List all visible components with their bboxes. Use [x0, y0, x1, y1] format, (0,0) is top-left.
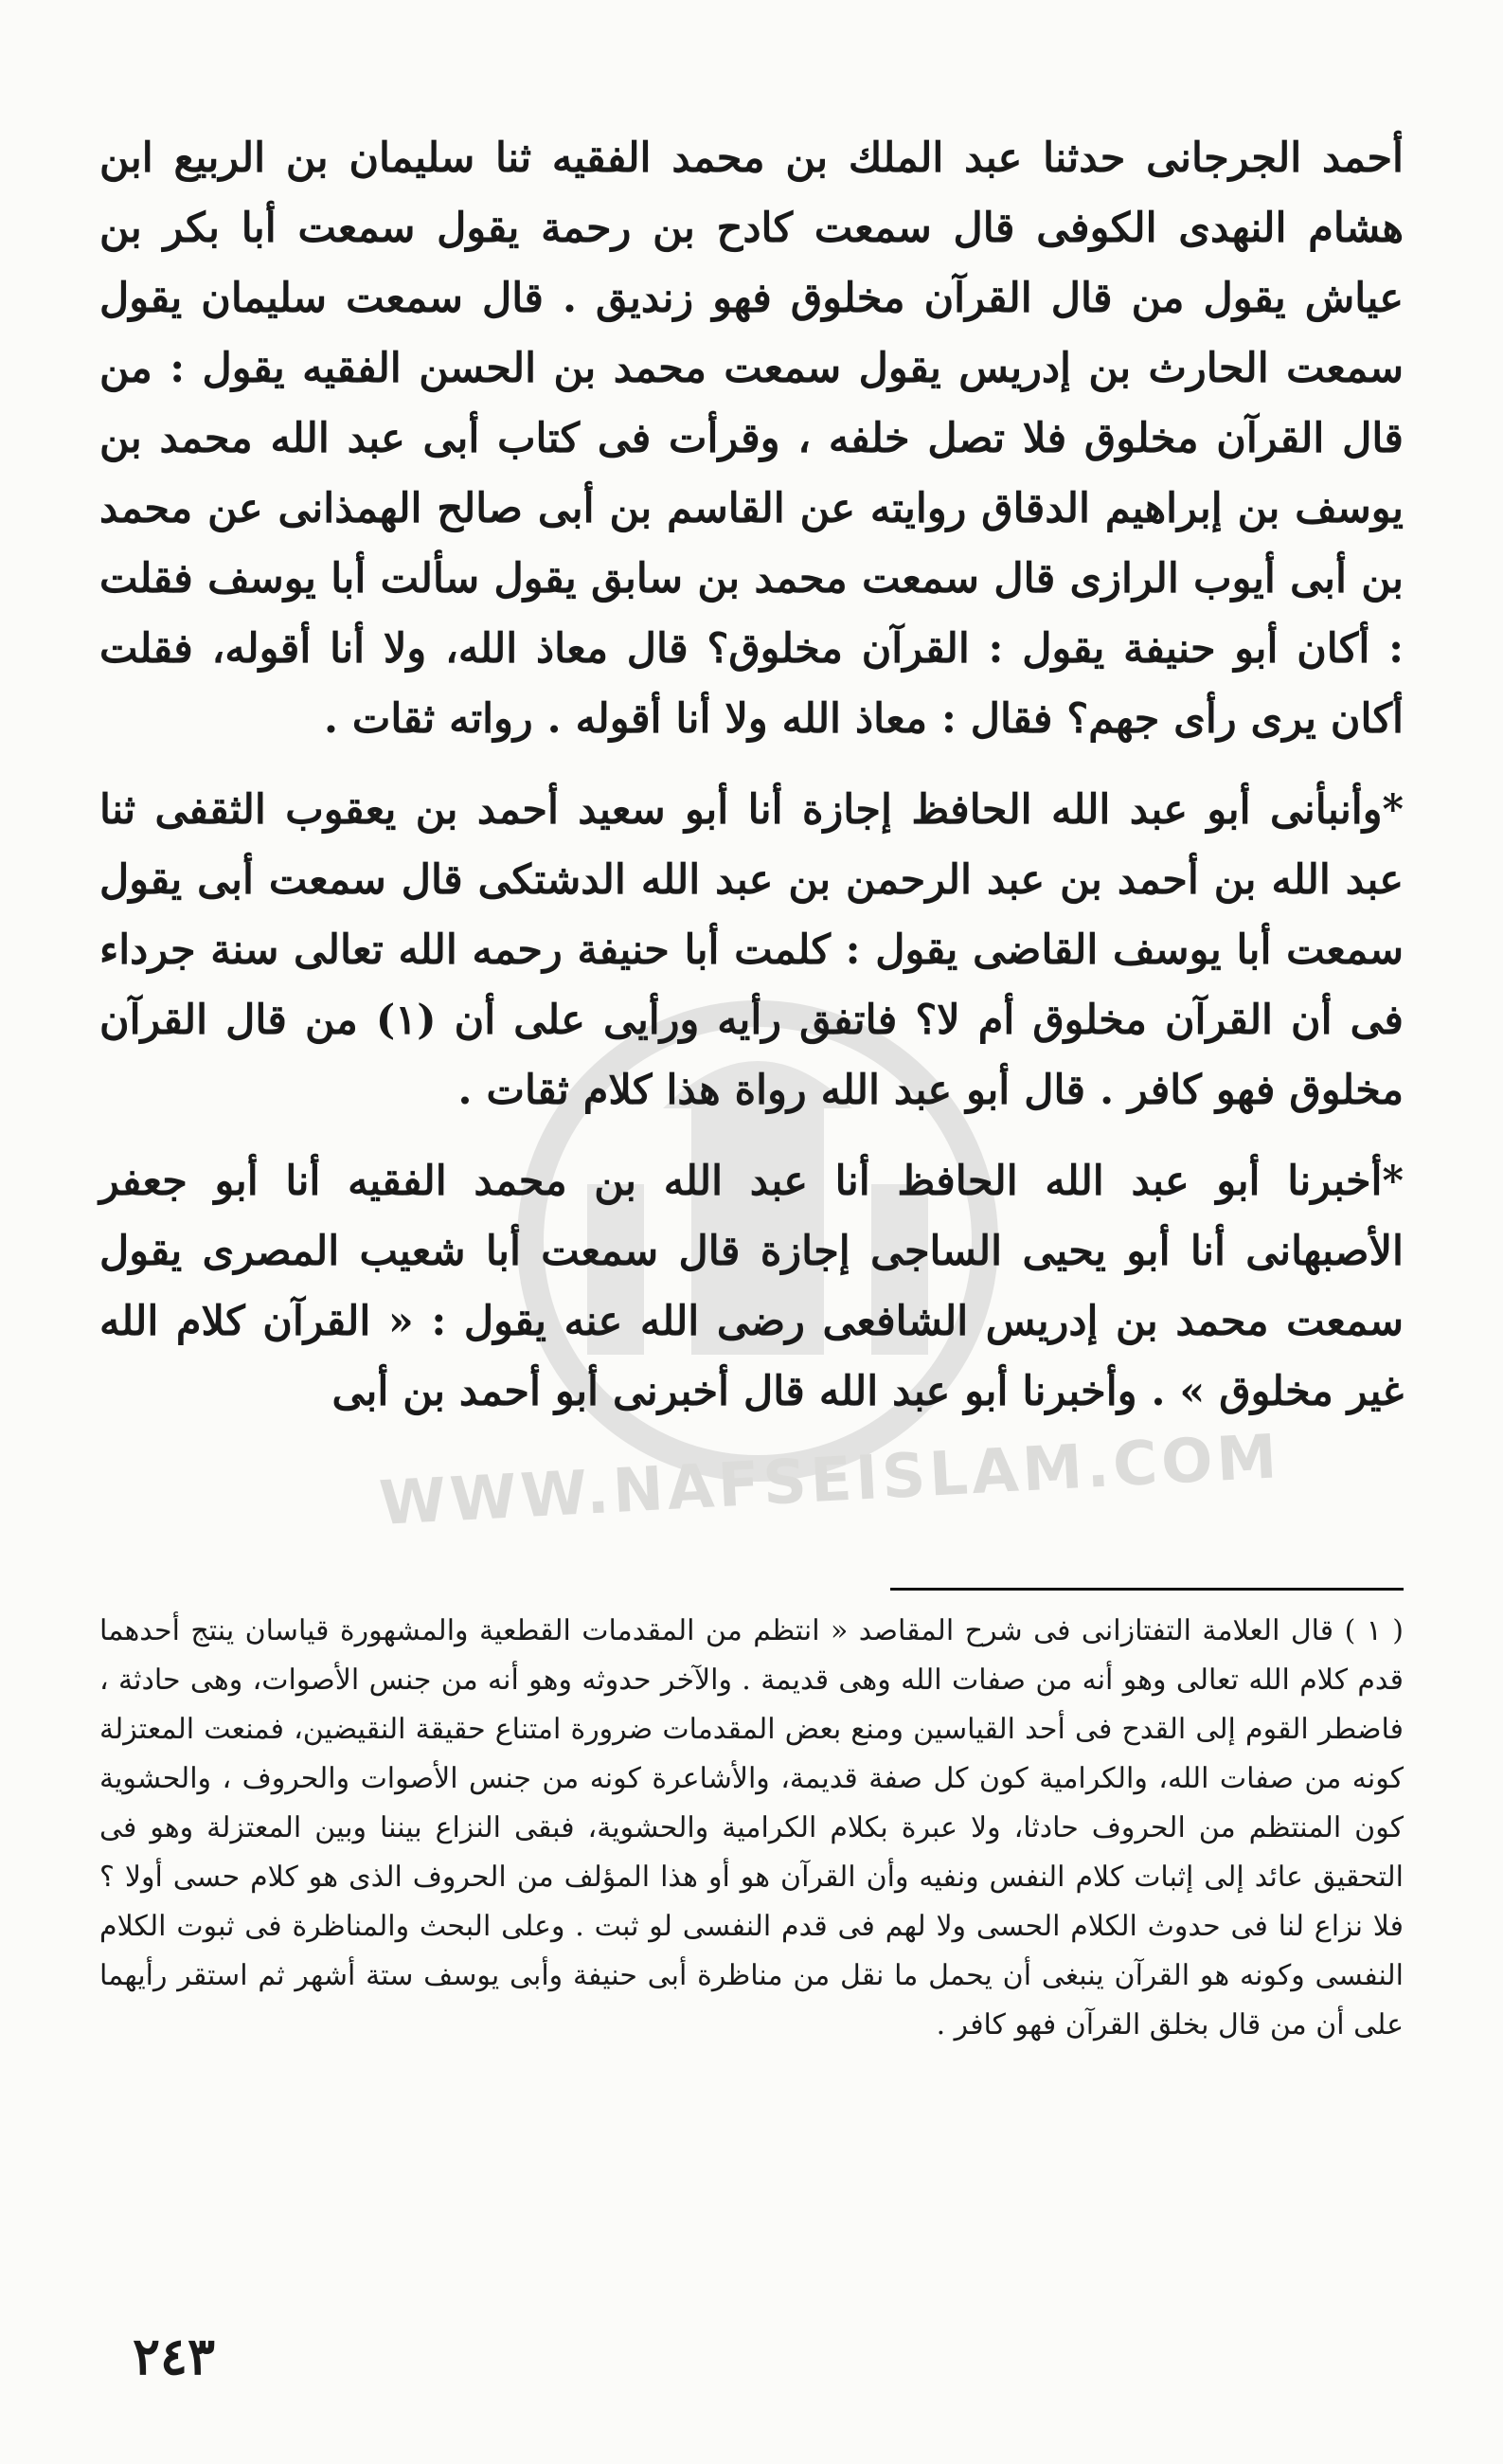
paragraph: *وأنبأنى أبو عبد الله الحافظ إجازة أنا أبو سعيد أحمد بن يعقوب الثقفى ثنا عبد الله بن أحمد بن عبد الرحمن بن عبد الله الدشتكى قال سمعت أبى يقول سمعت أبا يوسف القاضى يقول : كلمت أبا حنيفة رحمه الله تعالى سنة جرداء فى أن القرآن مخلوق أم لا؟ فاتفق رأيه ورأيى على أن (١) من قال القرآن مخلوق فهو كافر . قال أبو عبد الله رواة هذا كلام ثقات . — [99, 786, 1404, 1114]
main-text — [99, 123, 1404, 1448]
paragraph: أحمد الجرجانى حدثنا عبد الملك بن محمد الفقيه ثنا سليمان بن الربيع ابن هشام النهدى الكوفى قال سمعت كادح بن رحمة يقول سمعت أبا بكر بن عياش يقول من قال القرآن مخلوق فهو زنديق . قال سمعت سليمان يقول سمعت الحارث بن إدريس يقول سمعت محمد بن الحسن الفقيه يقول : من قال القرآن مخلوق فلا تصل خلفه ، وقرأت فى كتاب أبى عبد الله محمد بن يوسف بن إبراهيم الدقاق روايته عن القاسم بن أبى صالح الهمذانى عن محمد بن أبى أيوب الرازى قال سمعت محمد بن سابق يقول سألت أبا يوسف فقلت : أكان أبو حنيفة يقول : القرآن مخلوق؟ قال معاذ الله، ولا أنا أقوله، فقلت أكان يرى رأى جهم؟ فقال : معاذ الله ولا أنا أقوله . رواته ثقات . — [99, 135, 1404, 743]
paragraph: *أخبرنا أبو عبد الله الحافظ أنا عبد الله بن محمد الفقيه أنا أبو جعفر الأصبهانى أنا أبو يحيى الساجى إجازة قال سمعت أبا شعيب المصرى يقول سمعت محمد بن إدريس الشافعى رضى الله عنه يقول : « القرآن كلام الله غير مخلوق » . وأخبرنا أبو عبد الله قال أخبرنى أبو أحمد بن أبى — [99, 1158, 1404, 1415]
watermark-text: WWW.NAFSEISLAM.COM — [377, 1422, 1282, 1539]
page-number: ٢٤٣ — [133, 2326, 216, 2386]
footnote-separator — [890, 1588, 1404, 1591]
footnote: ( ١ ) قال العلامة التفتازانى فى شرح المقاصد « انتظم من المقدمات القطعية والمشهورة قياسان ينتج أحدهما قدم كلام الله تعالى وهو أنه من صفات الله وهى قديمة . والآخر حدوثه وهو أنه من جنس الأصوات، وهى حادثة ، فاضطر القوم إلى القدح فى أحد القياسين ومنع بعض المقدمات ضرورة امتناع حقيقة النقيضين، فمنعت المعتزلة كونه من صفات الله، والكرامية كون كل صفة قديمة، والأشاعرة كونه من جنس الأصوات والحروف ، والحشوية كون المنتظم من الحروف حادثا، ولا عبرة بكلام الكرامية والحشوية، فبقى النزاع بيننا وبين المعتزلة وهو فى التحقيق عائد إلى إثبات كلام النفس ونفيه وأن القرآن هو أو هذا المؤلف من الحروف الذى هو كلام حسى أولا ؟ فلا نزاع لنا فى حدوث الكلام الحسى ولا لهم فى قدم النفسى لو ثبت . وعلى البحث والمناظرة فى ثبوت الكلام النفسى وكونه هو القرآن ينبغى أن يحمل ما نقل من مناظرة أبى حنيفة وأبى يوسف ستة أشهر ثم استقر رأيهما على أن من قال بخلق القرآن فهو كافر . — [99, 1614, 1404, 2041]
